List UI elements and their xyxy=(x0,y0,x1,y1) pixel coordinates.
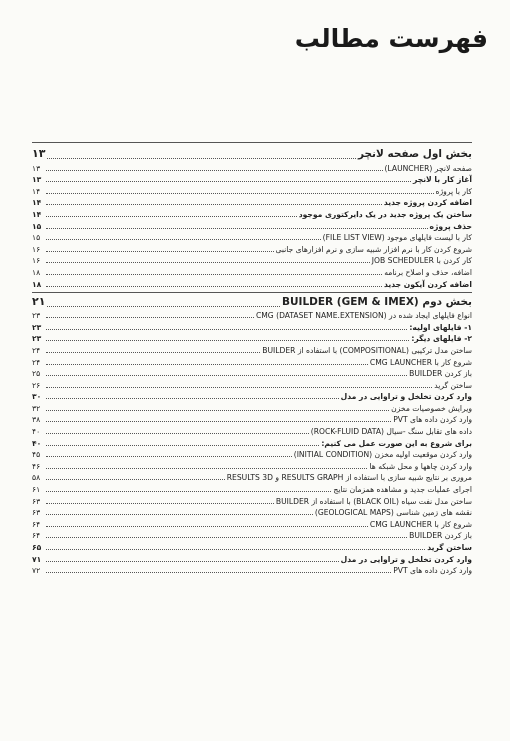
page-number: ۳۲ xyxy=(32,403,41,413)
page-number: ۲۴ xyxy=(32,357,41,367)
toc-entry[interactable] xyxy=(32,541,472,553)
page-number: ۴۰ xyxy=(32,427,41,437)
page-number: ۶۳ xyxy=(32,508,41,518)
toc-entry[interactable] xyxy=(32,391,472,403)
dot-leader xyxy=(46,239,321,240)
toc-entry[interactable] xyxy=(32,483,472,495)
page-number: ۱۳ xyxy=(32,163,41,173)
dot-leader xyxy=(46,561,339,562)
page-number: ۱۴ xyxy=(32,186,41,196)
toc-entry[interactable] xyxy=(32,174,472,186)
entry-title: کار کردن با JOB SCHEDULER xyxy=(371,256,472,266)
dot-leader xyxy=(46,479,225,480)
toc-entry[interactable] xyxy=(32,472,472,484)
page-number: ۱۵ xyxy=(32,233,41,243)
dot-leader xyxy=(46,387,432,388)
page-number: ۷۱ xyxy=(32,554,42,564)
toc-entry[interactable] xyxy=(32,243,472,255)
toc-entry[interactable] xyxy=(32,460,472,472)
page-title: فهرست مطالب xyxy=(294,24,488,53)
page-number: ۶۴ xyxy=(32,531,41,541)
entry-title: وارد کردن داده های PVT xyxy=(393,566,472,576)
page-number: ۴۶ xyxy=(32,461,41,471)
entry-title: ۱- فایلهای اولیه: xyxy=(409,322,472,332)
page-number: ۱۴ xyxy=(32,198,42,208)
toc-body xyxy=(32,146,472,576)
entry-title: نقشه های زمین شناسی (GEOLOGICAL MAPS) xyxy=(314,508,472,518)
dot-leader xyxy=(46,445,319,446)
toc-entry[interactable] xyxy=(32,565,472,577)
toc-entry[interactable] xyxy=(32,530,472,542)
entry-title: کار با پروژه xyxy=(435,186,472,196)
section-title: بخش دوم BUILDER (GEM & IMEX) xyxy=(282,295,472,308)
dot-leader xyxy=(46,170,383,171)
dot-leader xyxy=(46,274,382,275)
entry-title: وارد کردن داده های PVT xyxy=(393,415,472,425)
dot-leader xyxy=(46,433,309,434)
dot-leader xyxy=(46,181,411,182)
dot-leader xyxy=(46,193,434,194)
page-number: ۲۳ xyxy=(32,322,42,332)
top-rule xyxy=(32,142,472,143)
page-number: ۳۸ xyxy=(32,415,41,425)
dot-leader xyxy=(46,468,367,469)
dot-leader xyxy=(46,364,368,365)
toc-entry[interactable] xyxy=(32,185,472,197)
toc-section-heading[interactable] xyxy=(32,146,472,162)
toc-entry[interactable] xyxy=(32,333,472,345)
toc-entry[interactable] xyxy=(32,356,472,368)
dot-leader xyxy=(46,503,274,504)
toc-entry[interactable] xyxy=(32,197,472,209)
toc-entry[interactable] xyxy=(32,553,472,565)
dot-leader xyxy=(46,375,407,376)
entry-title: وارد کردن تخلخل و تراوایی در مدل xyxy=(340,554,472,564)
dot-leader xyxy=(46,286,382,287)
table-of-contents xyxy=(32,142,472,576)
dot-leader xyxy=(46,549,425,550)
dot-leader xyxy=(46,491,331,492)
page-number: ۶۴ xyxy=(32,519,41,529)
toc-entry[interactable] xyxy=(32,449,472,461)
toc-entry[interactable] xyxy=(32,402,472,414)
dot-leader xyxy=(46,262,370,263)
toc-section-heading[interactable] xyxy=(32,294,472,310)
entry-title: اضافه، حذف و اصلاح برنامه xyxy=(384,267,472,277)
entry-title: شروع کردن کار با نرم افزار شبیه سازی و نرم افزارهای جانبی xyxy=(275,244,472,254)
dot-leader xyxy=(46,352,260,353)
toc-entry[interactable] xyxy=(32,220,472,232)
entry-title: وارد کردن تخلخل و تراوایی در مدل xyxy=(340,392,472,402)
toc-entry[interactable] xyxy=(32,518,472,530)
toc-entry[interactable] xyxy=(32,310,472,322)
page-number: ۶۵ xyxy=(32,543,42,552)
page-number: ۱۵ xyxy=(32,221,42,231)
toc-entry[interactable] xyxy=(32,278,472,290)
dot-leader xyxy=(46,317,254,318)
dot-leader xyxy=(47,306,280,307)
page-number: ۷۲ xyxy=(32,566,41,576)
dot-leader xyxy=(47,158,356,159)
page-number: ۱۶ xyxy=(32,256,41,266)
toc-entry[interactable] xyxy=(32,255,472,267)
entry-title: ساختن مدل نفت سیاه (BLACK OIL) با استفاده از BUILDER xyxy=(275,496,472,506)
entry-title: ساختن گرید xyxy=(434,380,472,390)
entry-title: اضافه کردن آیکون جدید xyxy=(383,279,472,289)
page-number: ۵۸ xyxy=(32,473,41,483)
page-number: ۶۱ xyxy=(32,485,41,495)
entry-title: شروع کار با CMG LAUNCHER xyxy=(369,357,472,367)
section-separator xyxy=(32,292,472,293)
toc-entry[interactable] xyxy=(32,266,472,278)
entry-title: ۲- فایلهای دیگر: xyxy=(411,334,472,344)
dot-leader xyxy=(46,204,382,205)
toc-entry[interactable] xyxy=(32,425,472,437)
entry-title: آغاز کار با لانچر xyxy=(413,175,472,185)
dot-leader xyxy=(46,398,339,399)
dot-leader xyxy=(46,526,368,527)
toc-entry[interactable] xyxy=(32,368,472,380)
toc-entry[interactable] xyxy=(32,162,472,174)
page-number: ۱۸ xyxy=(32,267,41,277)
page-number: ۶۳ xyxy=(32,496,41,506)
dot-leader xyxy=(46,329,407,330)
page-number: ۴۰ xyxy=(32,438,42,448)
entry-title: باز کردن BUILDER xyxy=(409,369,472,379)
entry-title: مروری بر نتایج شبیه سازی با استفاده از RESULTS GRAPH و RESULTS 3D xyxy=(226,473,472,483)
entry-title: ساختن مدل ترکیبی (COMPOSITIONAL) با استفاده از BUILDER xyxy=(262,345,472,355)
entry-title: صفحه لانچر (LAUNCHER) xyxy=(384,163,472,173)
entry-title: باز کردن BUILDER xyxy=(409,531,472,541)
dot-leader xyxy=(46,514,313,515)
entry-title: ساختن یک پروژه جدید در یک دایرکتوری موجود xyxy=(298,209,472,219)
page-number: ۲۳ xyxy=(32,311,41,321)
dot-leader xyxy=(46,537,407,538)
toc-entry[interactable] xyxy=(32,437,472,449)
page-number: ۱۸ xyxy=(32,279,42,289)
entry-title: برای شروع به این صورت عمل می کنیم: xyxy=(321,438,472,448)
entry-title: انواع فایلهای ایجاد شده در CMG (DATASET NAME.EXTENSION) xyxy=(255,311,472,321)
page-number: ۲۵ xyxy=(32,369,41,379)
dot-leader xyxy=(46,572,391,573)
toc-entry[interactable] xyxy=(32,344,472,356)
toc-entry[interactable] xyxy=(32,208,472,220)
dot-leader xyxy=(46,340,409,341)
page-number: ۲۱ xyxy=(32,294,46,308)
entry-title: ساختن گرید xyxy=(427,543,472,552)
toc-entry[interactable] xyxy=(32,495,472,507)
entry-title: اجرای عملیات جدید و مشاهده همزمان نتایج xyxy=(333,485,472,495)
toc-entry[interactable] xyxy=(32,321,472,333)
page-number: ۱۳ xyxy=(32,147,46,160)
dot-leader xyxy=(46,216,297,217)
toc-entry[interactable] xyxy=(32,507,472,519)
page-number: ۱۶ xyxy=(32,244,41,254)
page-number: ۲۳ xyxy=(32,334,42,344)
page-number: ۳۰ xyxy=(32,392,42,402)
toc-entry[interactable] xyxy=(32,379,472,391)
page-number: ۱۴ xyxy=(32,209,42,219)
page-number: ۴۵ xyxy=(32,450,41,460)
entry-title: وارد کردن موقعیت اولیه مخزن (INITIAL CONDITION) xyxy=(293,450,472,460)
page-number: ۲۴ xyxy=(32,345,41,355)
entry-title: کار با لیست فایلهای موجود (FILE LIST VIEW) xyxy=(322,233,472,243)
section-title: بخش اول صفحه لانچر xyxy=(357,148,472,160)
toc-entry[interactable] xyxy=(32,414,472,426)
entry-title: داده های تقابل سنگ -سیال (ROCK-FLUID DATA) xyxy=(310,427,472,437)
dot-leader xyxy=(46,456,292,457)
dot-leader xyxy=(46,251,274,252)
entry-title: اضافه کردن پروژه جدید xyxy=(383,198,472,208)
dot-leader xyxy=(46,228,428,229)
entry-title: شروع کار با CMG LAUNCHER xyxy=(369,519,472,529)
dot-leader xyxy=(46,421,391,422)
dot-leader xyxy=(46,410,389,411)
entry-title: وارد کردن چاهها و محل شبکه ها xyxy=(369,461,472,471)
page-number: ۱۳ xyxy=(32,175,42,185)
page-number: ۲۶ xyxy=(32,380,41,390)
entry-title: حذف پروژه xyxy=(429,221,472,231)
toc-entry[interactable] xyxy=(32,232,472,244)
entry-title: ویرایش خصوصیات مخزن xyxy=(391,403,472,413)
